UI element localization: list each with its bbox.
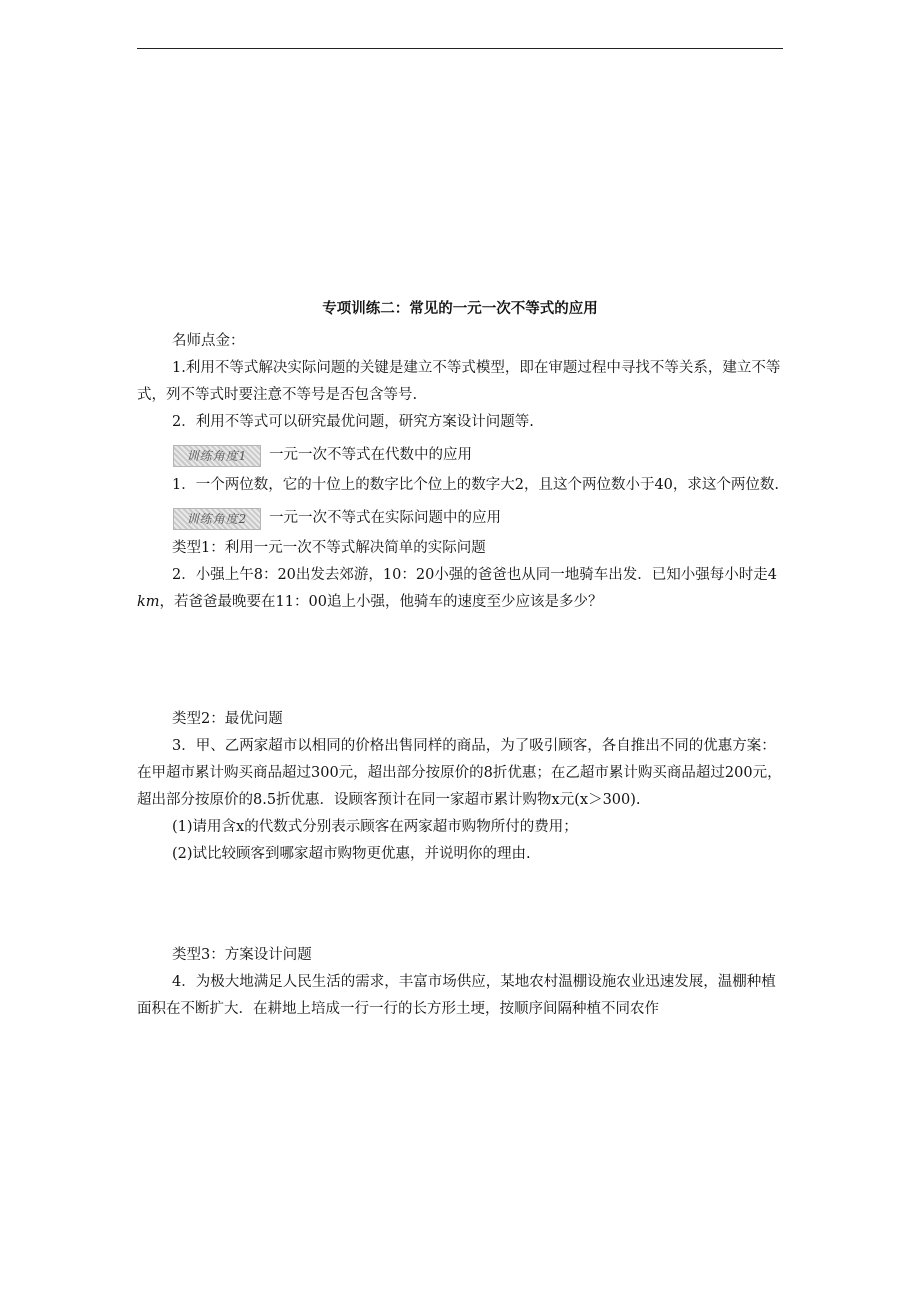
header-rule xyxy=(137,48,783,49)
tips-heading: 名师点金： xyxy=(172,333,245,349)
document-body xyxy=(137,296,783,1023)
question-3: 3．甲、乙两家超市以相同的价格出售同样的商品，为了吸引顾客，各自推出不同的优惠方案：在甲超市累计购买商品超过300元，超出部分按原价的8折优惠；在乙超市累计购买商品超过200元，超出部分按原价的8.5折优惠．设顾客预计在同一家超市累计购物x元(x＞300). xyxy=(137,738,782,808)
question-2-part-b: ，若爸爸最晚要在11：00追上小强，他骑车的速度至少应该是多少？ xyxy=(159,594,603,610)
tip-1: 1.利用不等式解决实际问题的关键是建立不等式模型，即在审题过程中寻找不等关系，建立不等式，列不等式时要注意不等号是否包含等号. xyxy=(137,360,781,403)
tip-2: 2．利用不等式可以研究最优问题，研究方案设计问题等. xyxy=(172,414,534,430)
question-4: 4．为极大地满足人民生活的需求，丰富市场供应，某地农村温棚设施农业迅速发展，温棚种植面积在不断扩大．在耕地上培成一行一行的长方形土埂，按顺序间隔种植不同农作 xyxy=(137,974,776,1017)
page-title: 专项训练二：常见的一元一次不等式的应用 xyxy=(322,301,598,317)
type-3-heading: 类型3：方案设计问题 xyxy=(172,947,312,963)
question-2 xyxy=(137,562,783,616)
angle-text: 一元一次不等式在实际问题中的应用 xyxy=(269,510,501,526)
angle-text: 一元一次不等式在代数中的应用 xyxy=(269,447,472,463)
question-3-part-2: (2)试比较顾客到哪家超市购物更优惠，并说明你的理由. xyxy=(172,846,531,862)
unit-km: km xyxy=(137,594,160,610)
question-1: 1．一个两位数，它的十位上的数字比个位上的数字大2，且这个两位数小于40，求这个两位数. xyxy=(172,477,780,493)
training-angle-2 xyxy=(173,505,783,532)
angle-badge: 训练角度2 xyxy=(173,508,261,530)
question-2-part-a: 2．小强上午8：20出发去郊游，10：20小强的爸爸也从同一地骑车出发．已知小强每小时走4 xyxy=(172,567,778,583)
type-1-heading: 类型1：利用一元一次不等式解决简单的实际问题 xyxy=(172,540,486,556)
training-angle-1 xyxy=(173,442,783,469)
angle-badge: 训练角度1 xyxy=(173,445,261,467)
type-2-heading: 类型2：最优问题 xyxy=(172,711,283,727)
question-3-part-1: (1)请用含x的代数式分别表示顾客在两家超市购物所付的费用； xyxy=(172,819,578,835)
